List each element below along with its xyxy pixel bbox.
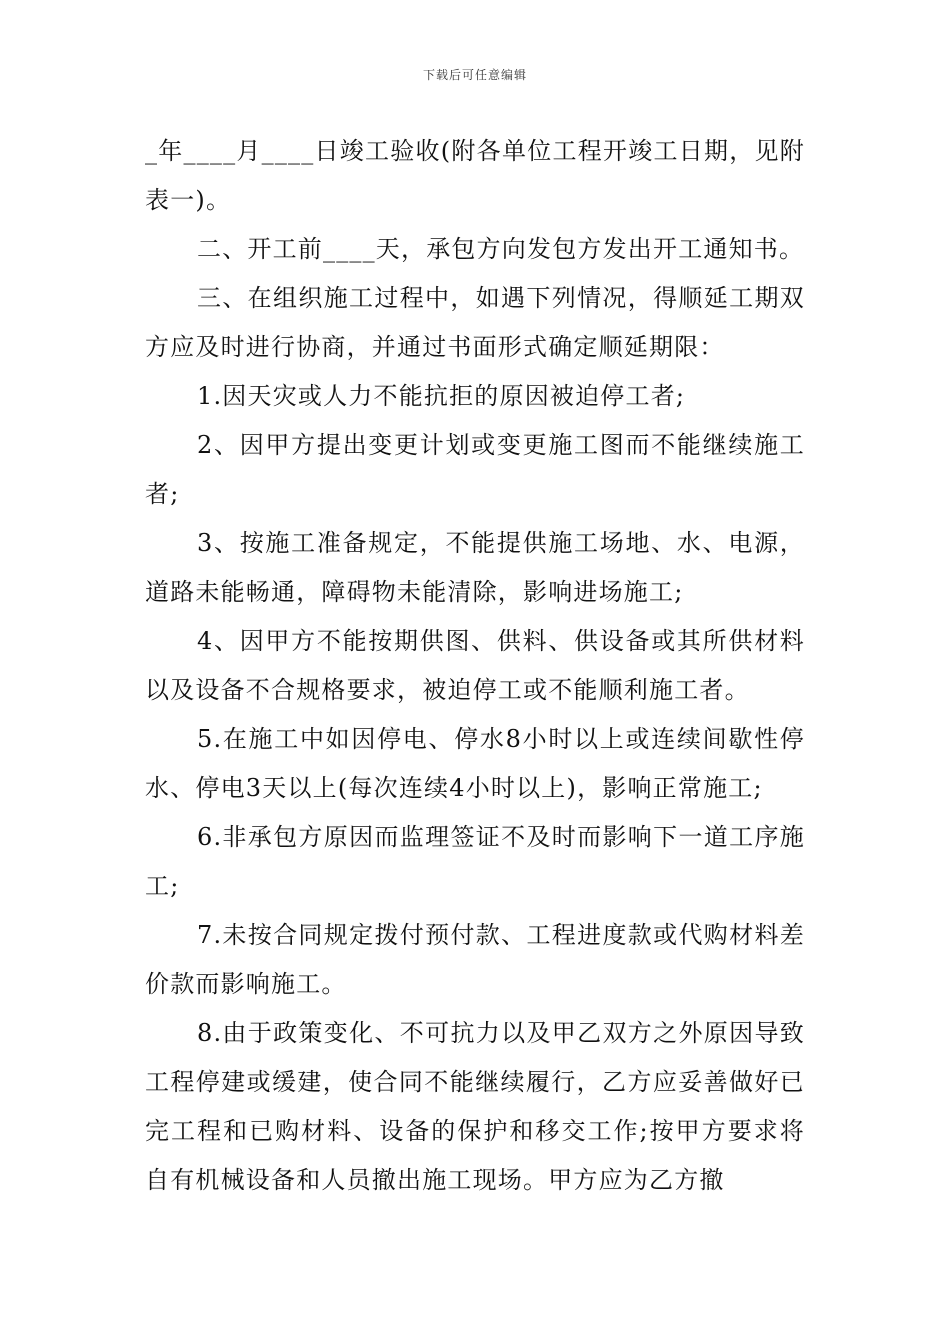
paragraph-completion-date: _年____月____日竣工验收(附各单位工程开竣工日期，见附表一)。 xyxy=(145,137,805,214)
paragraph-item-1: 1.因天灾或人力不能抗拒的原因被迫停工者; xyxy=(197,382,686,410)
paragraph-item-7: 7.未按合同规定拨付预付款、工程进度款或代购材料差价款而影响施工。 xyxy=(145,921,805,998)
paragraph-extension-conditions: 三、在组织施工过程中，如遇下列情况，得顺延工期双方应及时进行协商，并通过书面形式确定顺延期限： xyxy=(145,284,805,361)
page-header: 下载后可任意编辑 xyxy=(422,68,527,82)
paragraph-item-8: 8.由于政策变化、不可抗力以及甲乙双方之外原因导致工程停建或缓建，使合同不能继续履行，乙方应妥善做好已完工程和已购材料、设备的保护和移交工作;按甲方要求将自有机械设备和人员撤出施工现场。甲方应为乙方撤 xyxy=(145,1019,805,1194)
paragraph-item-3: 3、按施工准备规定，不能提供施工场地、水、电源，道路未能畅通，障碍物未能清除，影响进场施工; xyxy=(145,529,805,606)
paragraph-item-2: 2、因甲方提出变更计划或变更施工图而不能继续施工者; xyxy=(145,431,805,508)
paragraph-item-5: 5.在施工中如因停电、停水8小时以上或连续间歇性停水、停电3天以上(每次连续4小时以上)，影响正常施工; xyxy=(145,725,805,802)
document-body xyxy=(145,127,805,1205)
paragraph-item-4: 4、因甲方不能按期供图、供料、供设备或其所供材料以及设备不合规格要求，被迫停工或不能顺利施工者。 xyxy=(145,627,805,704)
paragraph-start-notice: 二、开工前____天，承包方向发包方发出开工通知书。 xyxy=(197,235,805,263)
paragraph-item-6: 6.非承包方原因而监理签证不及时而影响下一道工序施工; xyxy=(145,823,805,900)
